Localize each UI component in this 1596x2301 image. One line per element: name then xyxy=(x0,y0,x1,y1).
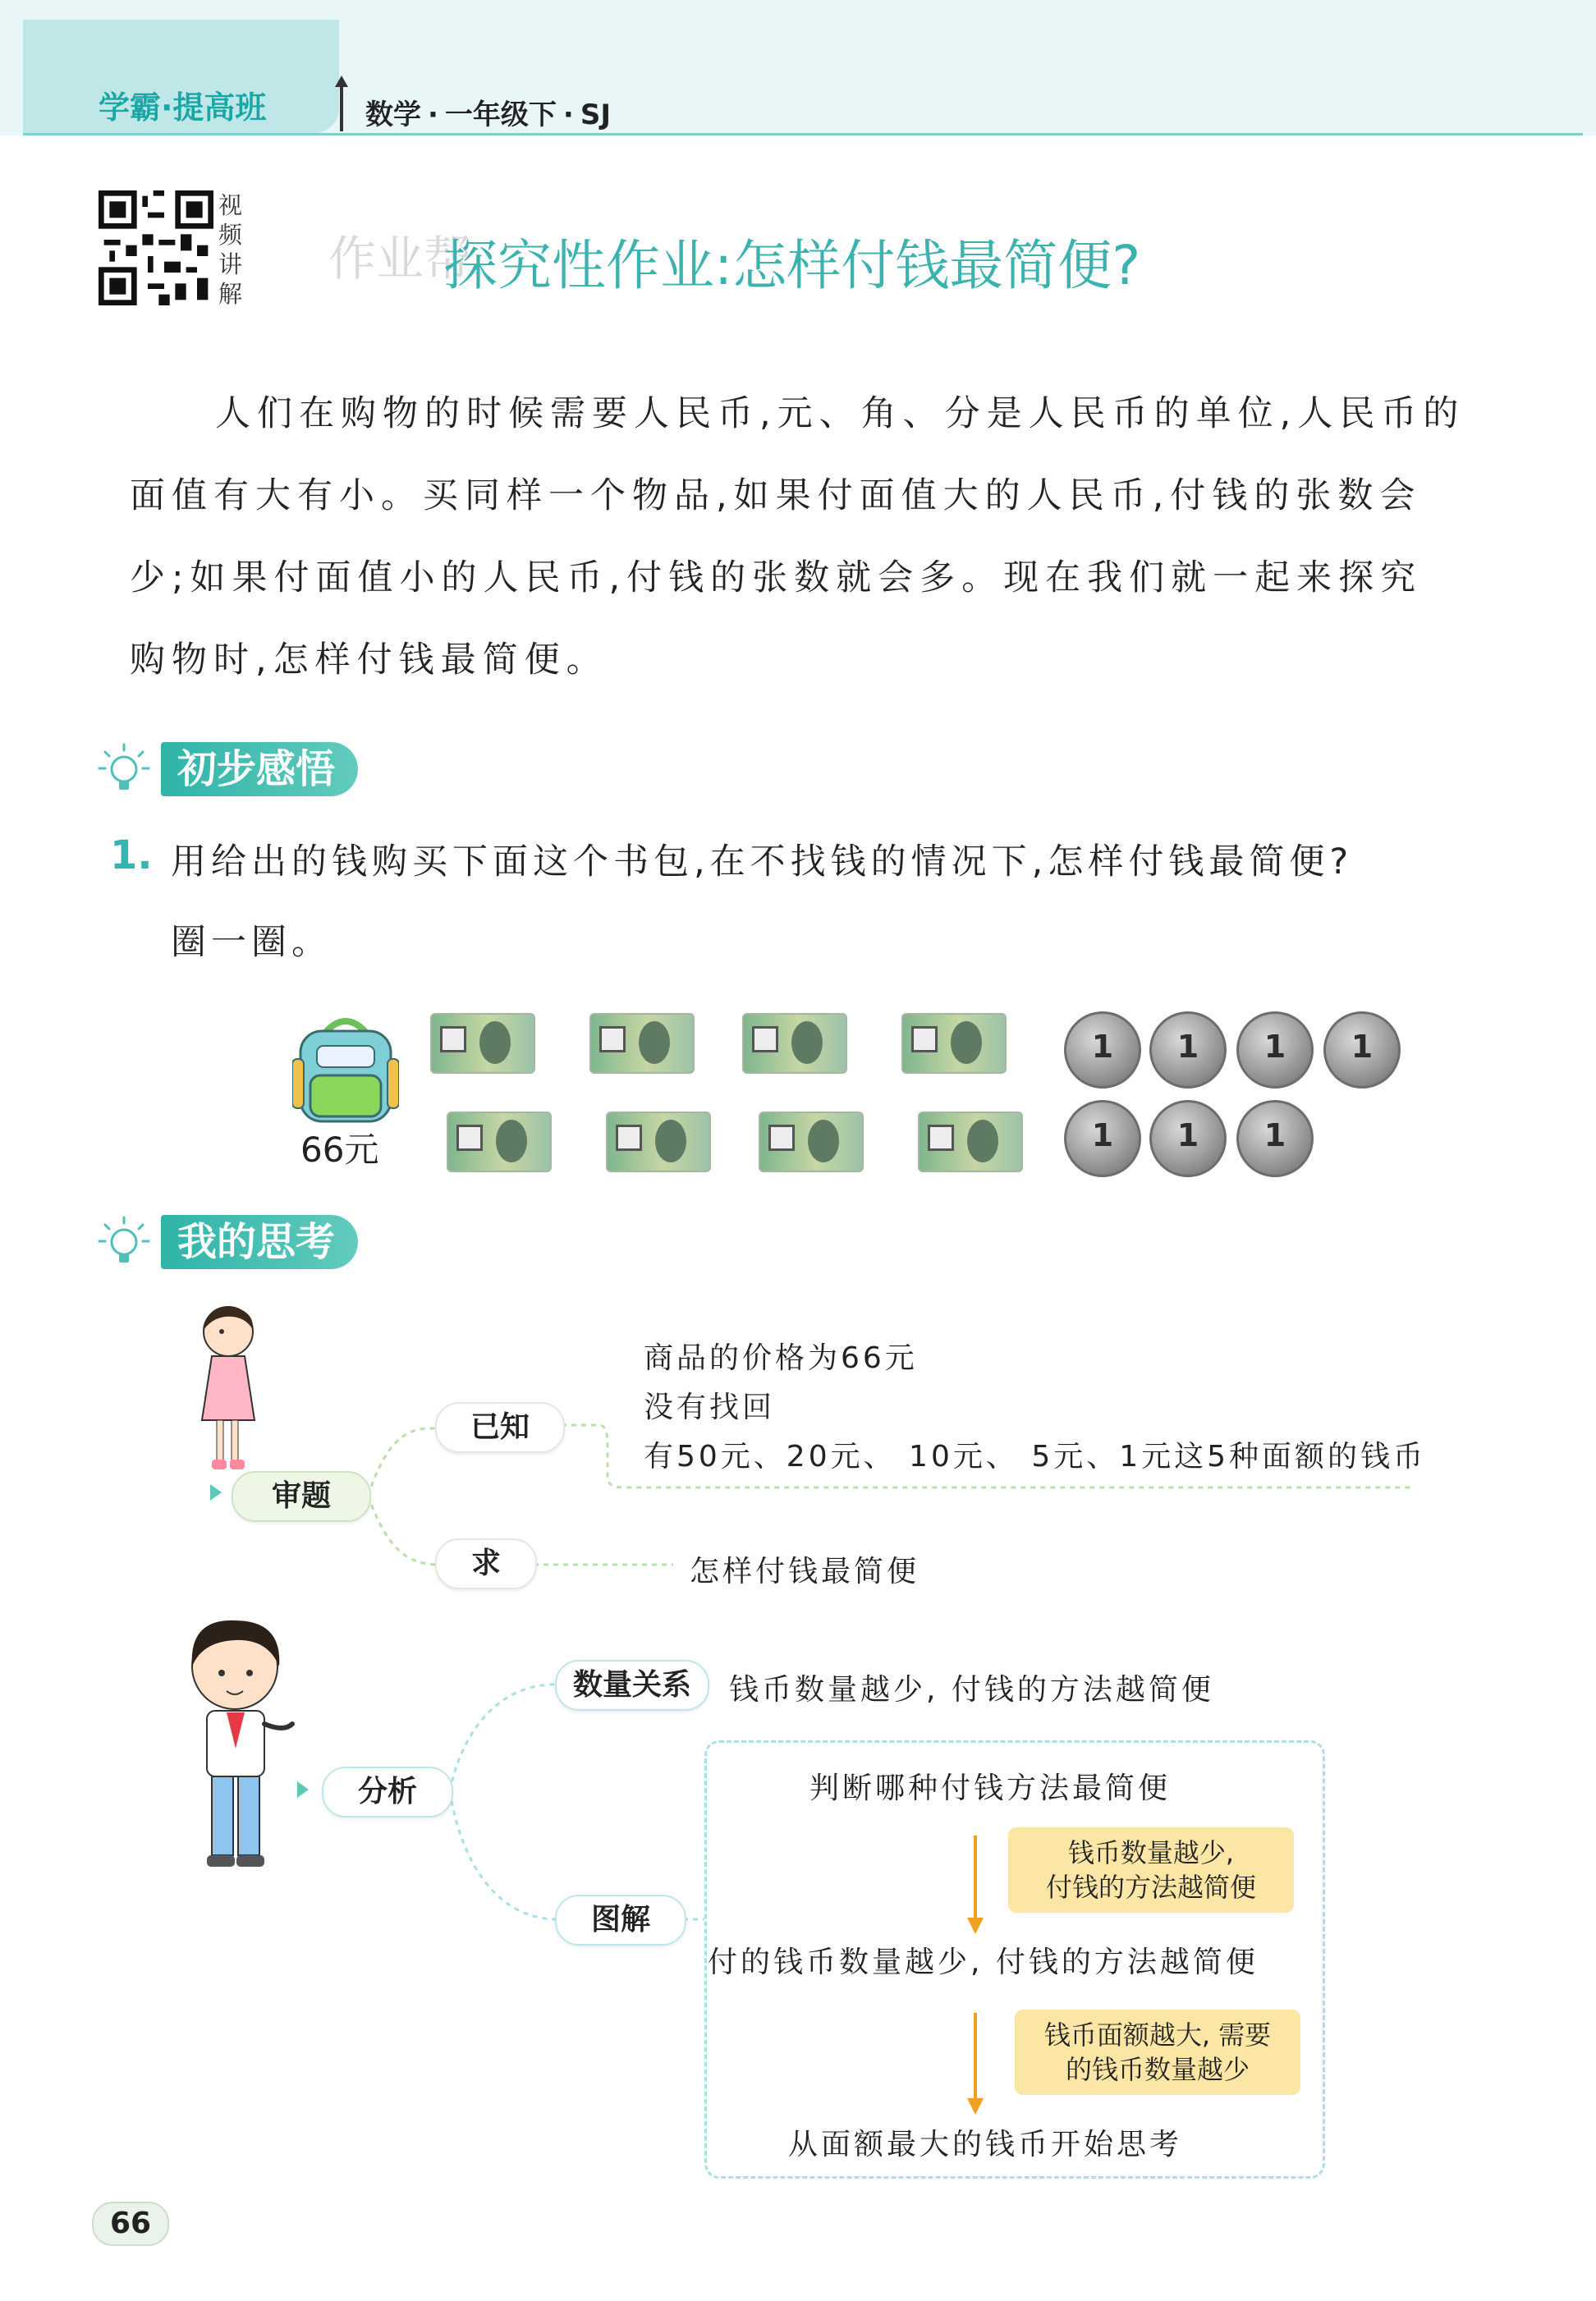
question-instruction: 圈一圈。 xyxy=(171,922,332,963)
diagram-title: 判断哪种付钱方法最简便 xyxy=(809,1772,1172,1805)
watermark: 作业帮 xyxy=(328,231,472,286)
ask-text: 怎样付钱最简便 xyxy=(690,1555,920,1588)
section-my-thinking: 我的思考 xyxy=(161,1215,358,1269)
bag-price: 66元 xyxy=(300,1130,379,1170)
diagram-step-2: 付的钱币数量越少, 付钱的方法越简便 xyxy=(708,1946,1259,1979)
pointer-triangle xyxy=(297,1781,309,1798)
banknote[interactable] xyxy=(606,1112,711,1172)
boy-illustration xyxy=(177,1609,309,1880)
coin-1-yuan[interactable]: 1 xyxy=(1236,1011,1314,1089)
known-item-2: 没有找回 xyxy=(644,1391,776,1424)
girl-illustration xyxy=(179,1297,269,1478)
intro-line-2: 面值有大有小。买同样一个物品,如果付面值大的人民币,付钱的张数会 xyxy=(130,475,1422,516)
tip-box-2: 钱币面额越大, 需要 的钱币数量越少 xyxy=(1015,2010,1300,2095)
node-ask: 求 xyxy=(435,1538,537,1589)
subject: 数学 xyxy=(365,99,421,131)
coin-1-yuan[interactable]: 1 xyxy=(1149,1011,1227,1089)
arrow-stem xyxy=(340,85,343,131)
header-divider xyxy=(23,133,1583,135)
qr-code-icon[interactable] xyxy=(99,190,213,305)
banknote[interactable] xyxy=(430,1013,535,1074)
lightbulb-icon xyxy=(97,1215,151,1269)
coin-1-yuan[interactable]: 1 xyxy=(1149,1100,1227,1177)
relation-text: 钱币数量越少, 付钱的方法越简便 xyxy=(729,1673,1214,1707)
brand-title: 学霸·提高班 xyxy=(99,89,267,126)
known-item-1: 商品的价格为66元 xyxy=(644,1341,918,1375)
intro-line-4: 购物时,怎样付钱最简便。 xyxy=(130,639,608,681)
banknote[interactable] xyxy=(918,1112,1023,1172)
coin-1-yuan[interactable]: 1 xyxy=(1323,1011,1401,1089)
page-title: 探究性作业:怎样付钱最简便? xyxy=(443,234,1141,297)
node-review: 审题 xyxy=(232,1471,371,1522)
banknote[interactable] xyxy=(447,1112,552,1172)
coin-1-yuan[interactable]: 1 xyxy=(1236,1100,1314,1177)
lightbulb-icon xyxy=(97,742,151,796)
intro-line-1: 人们在购物的时候需要人民币,元、角、分是人民币的单位,人民币的 xyxy=(215,393,1465,434)
edition: SJ xyxy=(580,99,611,131)
book-subtitle: 数学 · 一年级下 · SJ xyxy=(365,99,611,131)
pointer-triangle xyxy=(210,1484,222,1501)
question-text: 用给出的钱购买下面这个书包,在不找钱的情况下,怎样付钱最简便? xyxy=(171,841,1354,882)
banknote[interactable] xyxy=(759,1112,864,1172)
section-initial-insight: 初步感悟 xyxy=(161,742,358,796)
coin-1-yuan[interactable]: 1 xyxy=(1064,1100,1141,1177)
intro-line-3: 少;如果付面值小的人民币,付钱的张数就会多。现在我们就一起来探究 xyxy=(130,557,1423,598)
tip-box-1: 钱币数量越少, 付钱的方法越简便 xyxy=(1008,1827,1294,1913)
coin-1-yuan[interactable]: 1 xyxy=(1064,1011,1141,1089)
diagram-step-3: 从面额最大的钱币开始思考 xyxy=(788,2128,1183,2161)
banknote[interactable] xyxy=(589,1013,695,1074)
banknote[interactable] xyxy=(742,1013,847,1074)
node-relation: 数量关系 xyxy=(555,1660,709,1711)
page-number: 66 xyxy=(92,2202,169,2246)
question-number: 1. xyxy=(110,832,153,878)
node-analysis: 分析 xyxy=(322,1767,453,1817)
qr-video-label: 视频讲解 xyxy=(218,191,243,308)
banknote[interactable] xyxy=(901,1013,1007,1074)
node-known: 已知 xyxy=(435,1402,565,1453)
grade: 一年级下 xyxy=(444,99,557,131)
node-diagram: 图解 xyxy=(555,1895,686,1946)
backpack-icon xyxy=(292,1010,399,1125)
known-item-3: 有50元、20元、 10元、 5元、1元这5种面额的钱币 xyxy=(644,1440,1427,1474)
